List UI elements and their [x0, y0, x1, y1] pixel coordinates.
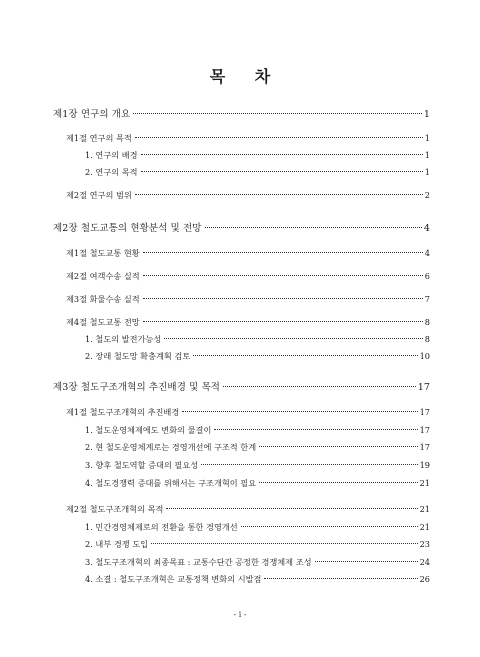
toc-entry[interactable] — [85, 332, 430, 346]
toc-entry-label: 3. 철도구조개혁의 최종목표 : 교통수단간 공정한 경쟁체제 조성 — [85, 557, 312, 567]
toc-entry-label: 제3절 화물수송 실적 — [66, 294, 140, 304]
toc-entry-page: 10 — [419, 351, 430, 361]
dot-leader — [164, 338, 422, 339]
toc-entry-label: 1. 연구의 배경 — [85, 150, 138, 160]
dot-leader — [193, 355, 417, 356]
toc-entry-label: 1. 민간경영체제로의 전환을 통한 경영개선 — [85, 522, 238, 532]
toc-entry-label: 제2장 철도교통의 현황분석 및 전망 — [53, 223, 202, 234]
toc-entry-label: 4. 철도경쟁력 증대를 위해서는 구조개혁이 필요 — [85, 478, 257, 488]
page-number-footer: - i - — [233, 610, 247, 619]
toc-entry-page: 4 — [423, 223, 430, 234]
toc-entry-page: 19 — [419, 460, 430, 470]
toc-entry-page: 21 — [419, 478, 430, 488]
toc-entry[interactable] — [85, 537, 430, 551]
toc-entry-page: 24 — [419, 557, 430, 567]
toc-entry[interactable] — [66, 269, 430, 283]
toc-entry-label: 제2절 철도구조개혁의 목적 — [66, 504, 164, 514]
toc-entry-page: 6 — [424, 271, 430, 281]
toc-entry-label: 제2절 여객수송 실적 — [66, 271, 140, 281]
toc-entry[interactable] — [85, 520, 430, 534]
toc-entry-page: 1 — [423, 109, 430, 120]
toc-entry-label: 2. 내부 경쟁 도입 — [85, 539, 149, 549]
toc-entry-label: 4. 소결 : 철도구조개혁은 교통정책 변화의 시발점 — [85, 574, 262, 584]
dot-leader — [143, 298, 423, 299]
dot-leader — [205, 227, 422, 228]
toc-entry[interactable] — [85, 440, 430, 454]
dot-leader — [241, 526, 418, 527]
toc-entry[interactable] — [85, 476, 430, 490]
dot-leader — [141, 171, 423, 172]
dot-leader — [135, 137, 423, 138]
toc-entry[interactable] — [85, 458, 430, 472]
toc-entry-page: 17 — [419, 425, 430, 435]
toc-entry-page: 17 — [417, 382, 430, 393]
toc-entry-label: 2. 장래 철도망 확충계획 검토 — [85, 351, 191, 361]
toc-entry-label: 제1절 연구의 목적 — [66, 133, 132, 143]
toc-entry-page: 1 — [424, 150, 430, 160]
toc-entry-label: 제1장 연구의 개요 — [53, 109, 131, 120]
toc-entry[interactable] — [85, 349, 430, 363]
toc-entry[interactable] — [85, 423, 430, 437]
toc-entry-page: 1 — [424, 133, 430, 143]
toc-entry[interactable] — [53, 222, 430, 236]
dot-leader — [182, 411, 417, 412]
toc-entry-label: 1. 철도운영체제에도 변화의 물결이 — [85, 425, 212, 435]
toc-entry[interactable] — [53, 108, 430, 122]
toc-entry-page: 23 — [419, 539, 430, 549]
toc-entry-page: 26 — [419, 574, 430, 584]
toc-entry-label: 제1절 철도교통 현황 — [66, 248, 140, 258]
dot-leader — [264, 578, 417, 579]
toc-entry-label: 2. 현 철도운영체계로는 경영개선에 구조적 한계 — [85, 442, 257, 452]
toc-entry-page: 8 — [424, 317, 430, 327]
toc-entry-page: 4 — [424, 248, 430, 258]
toc-entry-label: 제3장 철도구조개혁의 추진배경 및 목적 — [53, 382, 221, 393]
dot-leader — [223, 386, 416, 387]
toc-entry[interactable] — [66, 188, 430, 202]
toc-entry[interactable] — [66, 405, 430, 419]
dot-leader — [151, 543, 418, 544]
toc-entry-page: 1 — [424, 167, 430, 177]
toc-entry[interactable] — [66, 131, 430, 145]
toc-entry[interactable] — [66, 246, 430, 260]
dot-leader — [141, 154, 423, 155]
dot-leader — [143, 275, 423, 276]
toc-entry-label: 제1절 철도구조개혁의 추진배경 — [66, 407, 180, 417]
dot-leader — [143, 252, 423, 253]
dot-leader — [133, 113, 422, 114]
toc-entry[interactable] — [85, 148, 430, 162]
toc-entry[interactable] — [66, 315, 430, 329]
toc-entry-page: 8 — [424, 334, 430, 344]
toc-entry[interactable] — [85, 555, 430, 569]
toc-entry[interactable] — [66, 502, 430, 516]
toc-entry-page: 7 — [424, 294, 430, 304]
page-title: 목 차 — [209, 67, 283, 86]
toc-entry-page: 17 — [419, 407, 430, 417]
toc-entry-label: 2. 연구의 목적 — [85, 167, 138, 177]
dot-leader — [135, 194, 423, 195]
toc-entry-page: 2 — [424, 190, 430, 200]
toc-entry-page: 21 — [419, 504, 430, 514]
toc-entry-label: 제4절 철도교통 전망 — [66, 317, 140, 327]
dot-leader — [166, 508, 417, 509]
toc-entry-label: 1. 철도의 발전가능성 — [85, 334, 162, 344]
toc-entry[interactable] — [85, 165, 430, 179]
toc-entry-page: 21 — [419, 522, 430, 532]
dot-leader — [214, 429, 417, 430]
dot-leader — [259, 482, 417, 483]
dot-leader — [259, 446, 417, 447]
toc-entry-label: 3. 향후 철도역할 증대의 필요성 — [85, 460, 199, 470]
dot-leader — [315, 561, 418, 562]
dot-leader — [143, 321, 423, 322]
toc-entry[interactable] — [85, 572, 430, 586]
toc-entry-page: 17 — [419, 442, 430, 452]
dot-leader — [201, 464, 417, 465]
toc-entry[interactable] — [66, 292, 430, 306]
toc-entry-label: 제2절 연구의 범위 — [66, 190, 132, 200]
toc-entry[interactable] — [53, 381, 430, 395]
